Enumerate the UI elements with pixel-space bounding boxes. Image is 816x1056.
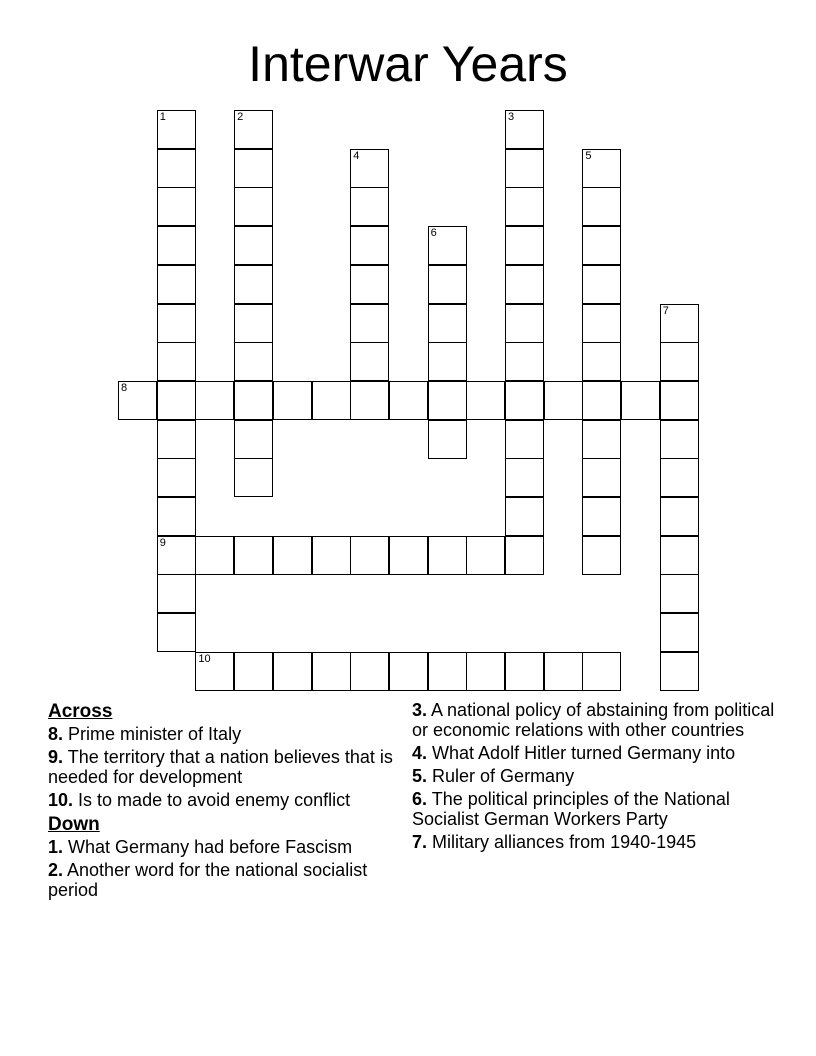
grid-cell[interactable] — [544, 652, 583, 691]
grid-cell[interactable] — [195, 536, 234, 575]
grid-cell[interactable] — [660, 420, 699, 459]
grid-cell[interactable] — [505, 652, 544, 691]
cell-number: 6 — [430, 227, 437, 240]
grid-cell[interactable] — [582, 458, 621, 497]
grid-cell[interactable] — [428, 265, 467, 304]
grid-cell[interactable] — [428, 536, 467, 575]
grid-cell[interactable] — [505, 381, 544, 420]
grid-cell[interactable] — [505, 149, 544, 188]
grid-cell[interactable] — [660, 381, 699, 420]
grid-cell[interactable] — [157, 574, 196, 613]
grid-cell[interactable] — [505, 536, 544, 575]
grid-cell[interactable] — [312, 381, 351, 420]
clue-number: 6. — [412, 789, 428, 809]
grid-cell[interactable] — [234, 458, 273, 497]
clue-across-8 — [48, 724, 398, 744]
grid-cell[interactable] — [582, 536, 621, 575]
clue-text: Military alliances from 1940-1945 — [432, 832, 697, 852]
grid-cell[interactable] — [582, 187, 621, 226]
down-heading: Down — [48, 814, 100, 835]
grid-cell[interactable] — [505, 420, 544, 459]
grid-cell[interactable] — [660, 304, 699, 343]
cell-number: 4 — [353, 149, 360, 162]
grid-cell[interactable] — [505, 497, 544, 536]
grid-cell[interactable] — [660, 652, 699, 691]
cell-number: 9 — [159, 536, 166, 549]
grid-cell[interactable] — [350, 304, 389, 343]
clue-number: 1. — [48, 837, 64, 857]
grid-cell[interactable] — [350, 265, 389, 304]
grid-cell[interactable] — [234, 187, 273, 226]
clue-down-2 — [48, 860, 398, 900]
grid-cell[interactable] — [234, 536, 273, 575]
clues-column-left — [48, 700, 398, 903]
grid-cell[interactable] — [428, 652, 467, 691]
grid-cell[interactable] — [234, 381, 273, 420]
grid-cell[interactable] — [157, 187, 196, 226]
grid-cell[interactable] — [157, 536, 196, 575]
grid-cell[interactable] — [582, 381, 621, 420]
grid-cell[interactable] — [544, 381, 583, 420]
grid-cell[interactable] — [350, 226, 389, 265]
clue-text: What Adolf Hitler turned Germany into — [432, 743, 736, 763]
clue-number: 3. — [412, 700, 428, 720]
grid-cell[interactable] — [157, 342, 196, 381]
grid-cell[interactable] — [350, 536, 389, 575]
grid-cell[interactable] — [273, 536, 312, 575]
grid-cell[interactable] — [118, 381, 157, 420]
grid-cell[interactable] — [466, 652, 505, 691]
clue-text: Another word for the national socialist period — [48, 860, 368, 900]
across-heading: Across — [48, 701, 113, 722]
grid-cell[interactable] — [582, 149, 621, 188]
grid-cell[interactable] — [505, 265, 544, 304]
grid-cell[interactable] — [234, 149, 273, 188]
page-title: Interwar Years — [248, 36, 568, 92]
grid-cell[interactable] — [582, 265, 621, 304]
grid-cell[interactable] — [157, 226, 196, 265]
grid-cell[interactable] — [582, 497, 621, 536]
grid-cell[interactable] — [350, 149, 389, 188]
grid-cell[interactable] — [466, 536, 505, 575]
grid-cell[interactable] — [234, 226, 273, 265]
grid-cell[interactable] — [157, 497, 196, 536]
grid-cell[interactable] — [234, 110, 273, 149]
grid-cell[interactable] — [234, 304, 273, 343]
clue-number: 2. — [48, 860, 64, 880]
grid-cell[interactable] — [157, 458, 196, 497]
grid-cell[interactable] — [157, 381, 196, 420]
clue-number: 4. — [412, 743, 428, 763]
cell-number: 8 — [121, 381, 128, 394]
grid-cell[interactable] — [428, 420, 467, 459]
grid-cell[interactable] — [312, 536, 351, 575]
cell-number: 2 — [237, 111, 244, 123]
grid-cell[interactable] — [157, 110, 196, 149]
grid-cell[interactable] — [234, 420, 273, 459]
clue-text: Prime minister of Italy — [68, 724, 242, 744]
grid-cell[interactable] — [582, 342, 621, 381]
clue-text: The political principles of the National Socialist German Workers Party — [412, 789, 730, 829]
clue-down-1 — [48, 837, 398, 857]
grid-cell[interactable] — [660, 536, 699, 575]
grid-cell[interactable] — [350, 187, 389, 226]
grid-cell[interactable] — [505, 110, 544, 149]
grid-cell[interactable] — [660, 574, 699, 613]
clue-down-5 — [412, 766, 782, 786]
grid-cell[interactable] — [428, 381, 467, 420]
cell-number: 3 — [508, 111, 515, 123]
clue-text: A national policy of abstaining from political or economic relations with other countries — [412, 700, 775, 740]
clue-number: 5. — [412, 766, 428, 786]
grid-cell[interactable] — [660, 458, 699, 497]
grid-cell[interactable] — [195, 652, 234, 691]
clue-down-7 — [412, 832, 782, 852]
grid-cell[interactable] — [312, 652, 351, 691]
grid-cell[interactable] — [428, 226, 467, 265]
clue-down-6 — [412, 789, 782, 829]
grid-cell[interactable] — [428, 304, 467, 343]
cell-number: 1 — [159, 111, 166, 123]
clue-number: 7. — [412, 832, 428, 852]
grid-cell[interactable] — [582, 420, 621, 459]
clue-text: The territory that a nation believes that is needed for development — [48, 747, 393, 787]
grid-cell[interactable] — [157, 613, 196, 652]
cell-number: 5 — [585, 149, 592, 162]
grid-cell[interactable] — [621, 381, 660, 420]
clues-column-right — [412, 700, 782, 855]
grid-cell[interactable] — [157, 149, 196, 188]
clue-down-4 — [412, 743, 782, 763]
clue-across-9 — [48, 747, 398, 787]
grid-cell[interactable] — [389, 536, 428, 575]
grid-cell[interactable] — [505, 226, 544, 265]
grid-cell[interactable] — [157, 420, 196, 459]
grid-cell[interactable] — [234, 265, 273, 304]
cell-number: 10 — [198, 652, 211, 665]
grid-cell[interactable] — [466, 381, 505, 420]
grid-cell[interactable] — [273, 381, 312, 420]
grid-cell[interactable] — [660, 613, 699, 652]
clue-number: 10. — [48, 790, 74, 810]
grid-cell[interactable] — [157, 265, 196, 304]
grid-cell[interactable] — [505, 187, 544, 226]
grid-cell[interactable] — [660, 342, 699, 381]
grid-cell[interactable] — [505, 458, 544, 497]
grid-cell[interactable] — [582, 652, 621, 691]
clue-number: 8. — [48, 724, 64, 744]
grid-cell[interactable] — [350, 652, 389, 691]
cell-number: 7 — [662, 304, 669, 317]
clue-text: Ruler of Germany — [432, 766, 575, 786]
grid-cell[interactable] — [273, 652, 312, 691]
grid-cell[interactable] — [582, 226, 621, 265]
grid-cell[interactable] — [505, 304, 544, 343]
clue-across-10 — [48, 790, 398, 810]
grid-cell[interactable] — [389, 381, 428, 420]
grid-cell[interactable] — [389, 652, 428, 691]
grid-cell[interactable] — [350, 342, 389, 381]
grid-cell[interactable] — [505, 342, 544, 381]
grid-cell[interactable] — [428, 342, 467, 381]
grid-cell[interactable] — [195, 381, 234, 420]
grid-cell[interactable] — [350, 381, 389, 420]
grid-cell[interactable] — [157, 304, 196, 343]
grid-cell[interactable] — [234, 342, 273, 381]
clue-text: What Germany had before Fascism — [68, 837, 353, 857]
grid-cell[interactable] — [660, 497, 699, 536]
grid-cell[interactable] — [234, 652, 273, 691]
grid-cell[interactable] — [582, 304, 621, 343]
clue-down-3 — [412, 700, 782, 740]
clue-text: Is to made to avoid enemy conflict — [78, 790, 351, 810]
clue-number: 9. — [48, 747, 64, 767]
